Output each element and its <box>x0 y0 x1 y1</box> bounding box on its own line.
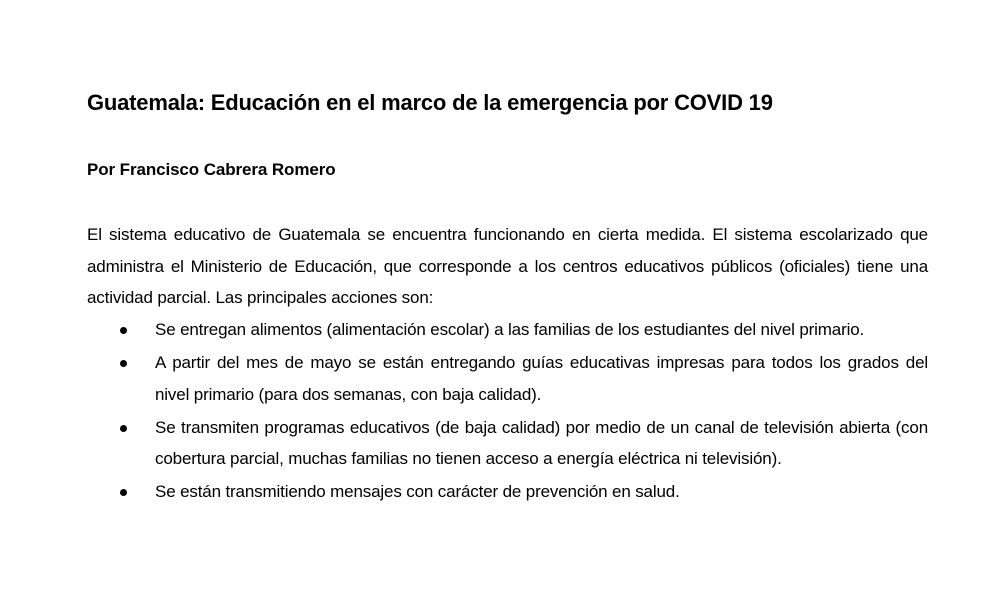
bullet-text: Se transmiten programas educativos (de baja calidad) por medio de un canal de televisión abierta (con cobertura parcial, muchas familias no tienen acceso a energía eléctrica ni televisión). <box>155 417 928 468</box>
bullet-item <box>87 314 928 346</box>
bullet-text: Se están transmitiendo mensajes con carácter de prevención en salud. <box>155 482 680 501</box>
bullet-text: Se entregan alimentos (alimentación escolar) a las familias de los estudiantes del nivel primario. <box>155 320 865 339</box>
author-byline: Por Francisco Cabrera Romero <box>87 160 336 179</box>
document-title: Guatemala: Educación en el marco de la emergencia por COVID 19 <box>87 90 773 115</box>
bullet-text: A partir del mes de mayo se están entregando guías educativas impresas para todos los grados del nivel primario (para dos semanas, con baja calidad). <box>155 353 928 404</box>
bullet-dot-icon <box>120 476 132 508</box>
intro-paragraph: El sistema educativo de Guatemala se encuentra funcionando en cierta medida. El sistema escolarizado que administra el Ministerio de Educación, que corresponde a los centros educativos públicos (oficiales) tiene una actividad parcial. Las principales acciones son: <box>87 225 928 307</box>
bullet-dot-icon <box>120 314 132 346</box>
bullet-item <box>87 476 928 508</box>
bullet-item <box>87 412 928 475</box>
bullet-item <box>87 347 928 410</box>
bullet-dot-icon <box>120 347 132 379</box>
actions-bullet-list <box>87 314 928 509</box>
bullet-dot-icon <box>120 412 132 444</box>
